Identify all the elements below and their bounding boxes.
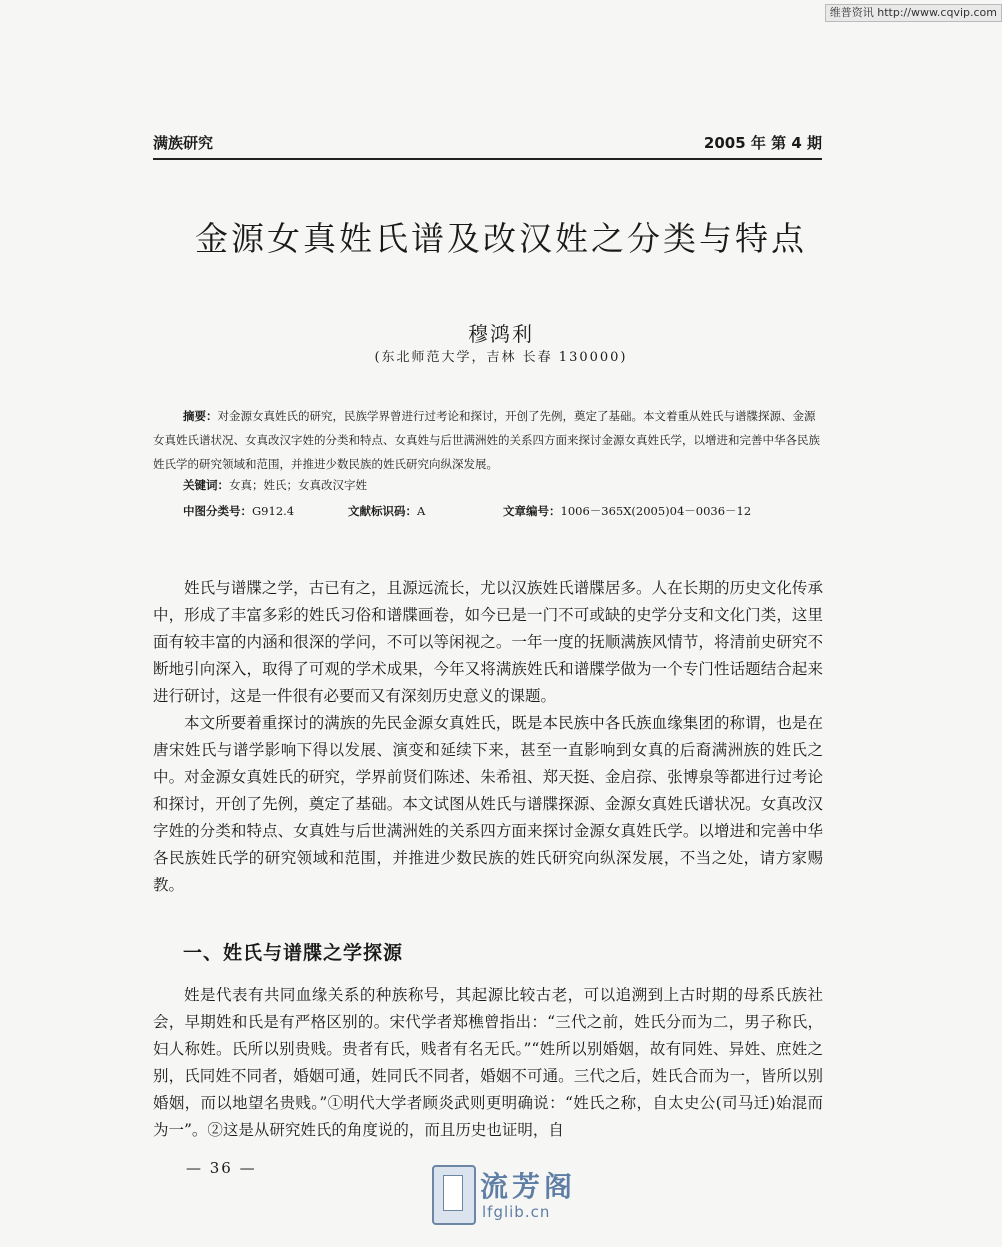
- keywords-text: 女真；姓氏；女真改汉字姓: [229, 478, 367, 492]
- author-affiliation: (东北师范大学，吉林 长春 130000): [374, 350, 628, 365]
- author-name: 穆鸿利: [468, 322, 534, 346]
- watermark-url: lfglib.cn: [482, 1203, 551, 1221]
- running-header: [153, 128, 822, 160]
- abstract: [153, 404, 823, 476]
- doc-code-label: 文献标识码：: [348, 504, 417, 518]
- journal-name: 满族研究: [153, 134, 214, 152]
- abstract-text: 对金源女真姓氏的研究，民族学界曾进行过考论和探讨，开创了先例，奠定了基础。本文着重从姓氏与谱牒探源、金源女真姓氏谱状况、女真改汉字姓的分类和特点、女真姓与后世满洲姓的关系四方面来探讨金源女真姓氏学，以增进和完善中华各民族姓氏学的研究领域和范围，并推进少数民族的姓氏研究向纵深发展。: [153, 409, 820, 471]
- section-heading-1: 一、姓氏与谱牒之学探源: [183, 942, 404, 964]
- paragraph-2: 本文所要着重探讨的满族的先民金源女真姓氏，既是本民族中各氏族血缘集团的称谓，也是在唐宋姓氏与谱学影响下得以发展、演变和延续下来，甚至一直影响到女真的后裔满洲族的姓氏之中。对金源女真姓氏的研究，学界前贤们陈述、朱希祖、郑天挺、金启孮、张博泉等都进行过考论和探讨，开创了先例，奠定了基础。本文试图从姓氏与谱牒探源、金源女真姓氏谱状况。女真改汉字姓的分类和特点、女真姓与后世满洲姓的关系四方面来探讨金源女真姓氏学。以增进和完善中华各民族姓氏学的研究领域和范围，并推进少数民族的姓氏研究向纵深发展，不当之处，请方家赐教。: [153, 714, 823, 894]
- article-number-value: 1006－365X(2005)04－0036－12: [560, 504, 752, 518]
- clc-label: 中图分类号：: [183, 504, 252, 518]
- library-watermark: [432, 1163, 580, 1225]
- keywords: [183, 477, 367, 493]
- paragraph-3: 姓是代表有共同血缘关系的种族称号，其起源比较古老，可以追溯到上古时期的母系氏族社会，早期姓和氏是有严格区别的。宋代学者郑樵曾指出：“三代之前，姓氏分而为二，男子称氏，妇人称姓。氏所以别贵贱。贵者有氏，贱者有名无氏。”“姓所以别婚姻，故有同姓、异姓、庶姓之别，氏同姓不同者，婚姻可通，姓同氏不同者，婚姻不可通。三代之后，姓氏合而为一，皆所以别婚姻，而以地望名贵贱。”①明代大学者顾炎武则更明确说：“姓氏之称，自太史公(司马迁)始混而为一”。②这是从研究姓氏的角度说的，而且历史也证明，自: [153, 986, 823, 1139]
- book-icon: [432, 1165, 476, 1225]
- section-1-text: [153, 982, 823, 1144]
- doc-code-value: A: [417, 504, 426, 518]
- article-number-label: 文章编号：: [503, 504, 561, 518]
- clc-value: G912.4: [252, 504, 295, 518]
- source-banner[interactable]: 维普资讯 http://www.cqvip.com: [825, 4, 1002, 22]
- paragraph-1: 姓氏与谱牒之学，古已有之，且源远流长，尤以汉族姓氏谱牒居多。人在长期的历史文化传承中，形成了丰富多彩的姓氏习俗和谱牒画卷，如今已是一门不可或缺的史学分支和文化门类，这里面有较丰富的内涵和很深的学问，不可以等闲视之。一年一度的抚顺满族风情节，将清前史研究不断地引向深入，取得了可观的学术成果，今年又将满族姓氏和谱牒学做为一个专门性话题结合起来进行研讨，这是一件很有必要而又有深刻历史意义的课题。: [153, 579, 823, 705]
- issue-number: 2005 年 第 4 期: [703, 134, 822, 152]
- article-meta: [183, 503, 823, 519]
- watermark-name: 流芳阁: [480, 1170, 577, 1203]
- article-title: 金源女真姓氏谱及改汉姓之分类与特点: [195, 219, 807, 258]
- intro-text: [153, 575, 823, 899]
- keywords-label: 关键词：: [183, 478, 229, 492]
- page-number: — 36 —: [186, 1159, 257, 1177]
- abstract-label: 摘要：: [183, 409, 218, 423]
